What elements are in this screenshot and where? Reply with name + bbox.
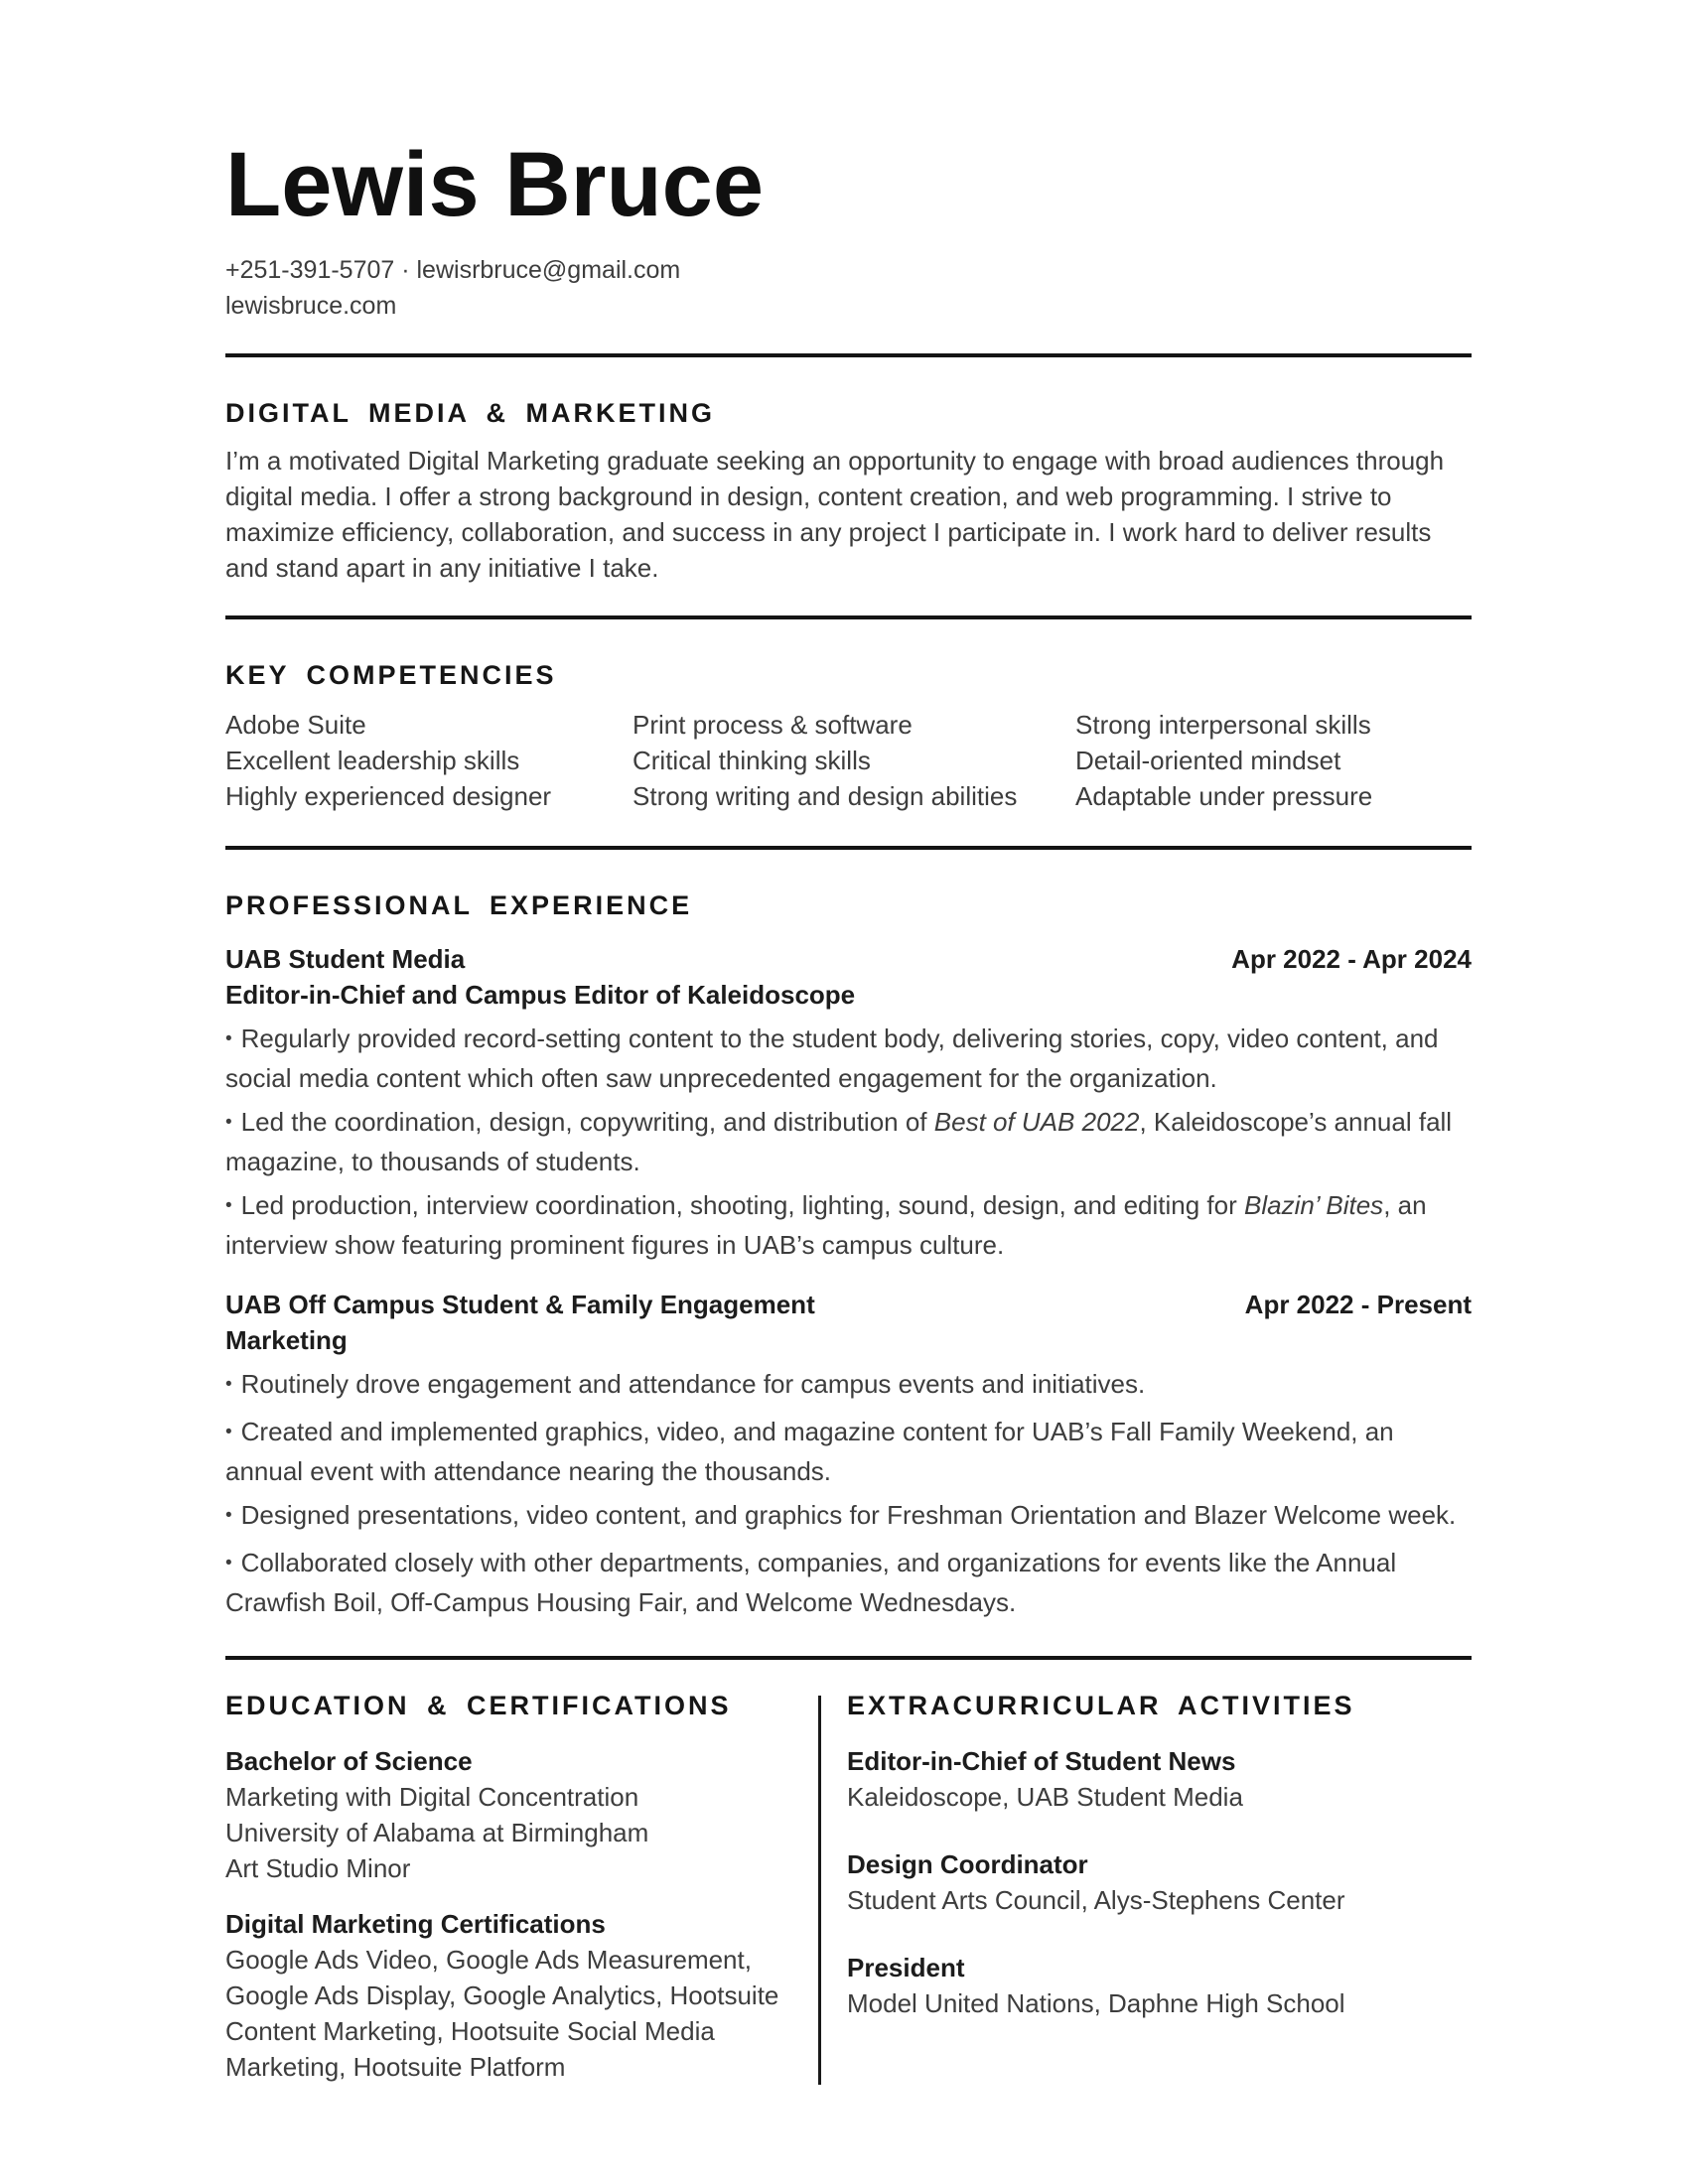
- competencies-column: [633, 707, 1075, 814]
- section-competencies: [225, 659, 1472, 814]
- job-header: [225, 1287, 1472, 1358]
- activity-line: Student Arts Council, Alys-Stephens Center: [847, 1885, 1345, 1915]
- activity-title: Editor-in-Chief of Student News: [847, 1746, 1236, 1776]
- section-divider: [225, 615, 1472, 619]
- job-entry: [225, 941, 1472, 1263]
- bullet-text: Collaborated closely with other departments, companies, and organizations for events like the Annual Crawfish Boil, Off-Campus Housing Fair, and Welcome Wednesdays.: [225, 1548, 1397, 1617]
- education-item-title: Bachelor of Science: [225, 1746, 473, 1776]
- bullet-icon: •: [225, 1374, 232, 1395]
- summary-text: I’m a motivated Digital Marketing graduate seeking an opportunity to engage with broad audiences through digital media. I offer a strong background in design, content creation, and web programming. I strive to maximize efficiency, collaboration, and success in any project I participate in. I work hard to deliver results and stand apart in any initiative I take.: [225, 446, 1445, 583]
- bullet-icon: •: [225, 1112, 232, 1133]
- section-experience: [225, 889, 1472, 1620]
- bullet-icon: •: [225, 1553, 232, 1573]
- job-bullet: [225, 1414, 1472, 1489]
- phone-and-email: +251-391-5707 · lewisrbruce@gmail.com: [225, 256, 681, 284]
- education-item-title: Digital Marketing Certifications: [225, 1909, 606, 1939]
- bullet-text: Led the coordination, design, copywriting, and distribution of Best of UAB 2022, Kaleidoscope’s annual fall magazine, to thousands of students.: [225, 1107, 1453, 1176]
- competencies-grid: [225, 707, 1472, 814]
- job-header: [225, 941, 1472, 977]
- person-name: Lewis Bruce: [225, 134, 764, 235]
- contact-block: [225, 252, 1472, 324]
- competencies-heading: KEY COMPETENCIES: [225, 660, 557, 690]
- bullet-icon: •: [225, 1505, 232, 1526]
- competency-item: Detail-oriented mindset: [1075, 746, 1341, 775]
- experience-heading: PROFESSIONAL EXPERIENCE: [225, 890, 693, 920]
- bullet-text: Created and implemented graphics, video, and magazine content for UAB’s Fall Family Weekend, an annual event with attendance nearing the thousands.: [225, 1417, 1394, 1486]
- job-role: Editor-in-Chief and Campus Editor of Kaleidoscope: [225, 980, 856, 1010]
- competency-item: Excellent leadership skills: [225, 746, 520, 775]
- bullet-icon: •: [225, 1422, 232, 1442]
- activity-item: [847, 1846, 1472, 1918]
- job-bullet: [225, 1104, 1472, 1179]
- summary-heading: DIGITAL MEDIA & MARKETING: [225, 398, 715, 428]
- bullet-text: Regularly provided record-setting content to the student body, delivering stories, copy, video content, and social media content which often saw unprecedented engagement for the organization.: [225, 1024, 1439, 1093]
- bullet-text: Routinely drove engagement and attendance for campus events and initiatives.: [240, 1369, 1146, 1399]
- job-bullet: [225, 1187, 1472, 1263]
- job-company: UAB Off Campus Student & Family Engagement Marketing: [225, 1290, 815, 1355]
- activity-line: Kaleidoscope, UAB Student Media: [847, 1782, 1243, 1812]
- bullet-text: Led production, interview coordination, shooting, lighting, sound, design, and editing for Blazin’ Bites, an interview show featuring prominent figures in UAB’s campus culture.: [225, 1190, 1427, 1260]
- education-item-line: Art Studio Minor: [225, 1853, 411, 1883]
- header: [225, 134, 1472, 324]
- certifications-list: Google Ads Video, Google Ads Measurement, Google Ads Display, Google Analytics, Hootsuite Content Marketing, Hootsuite Social Media Marketing, Hootsuite Platform: [225, 1945, 779, 2082]
- bullet-icon: •: [225, 1195, 232, 1216]
- activity-title: President: [847, 1953, 965, 1982]
- bullet-icon: •: [225, 1028, 232, 1049]
- job-bullet: [225, 1366, 1472, 1406]
- competencies-column: [225, 707, 633, 814]
- website: lewisbruce.com: [225, 292, 397, 320]
- education-item-line: Marketing with Digital Concentration: [225, 1782, 639, 1812]
- competency-item: Strong writing and design abilities: [633, 781, 1018, 811]
- job-dates: Apr 2022 - Apr 2024: [1231, 944, 1472, 974]
- activity-item: [847, 1743, 1472, 1815]
- competency-item: Adaptable under pressure: [1075, 781, 1373, 811]
- section-divider: [225, 846, 1472, 850]
- section-education: [225, 1660, 818, 2085]
- competency-item: Adobe Suite: [225, 710, 366, 740]
- job-bullet: [225, 1497, 1472, 1537]
- section-summary: [225, 397, 1472, 586]
- section-divider: [225, 353, 1472, 357]
- job-bullet: [225, 1545, 1472, 1620]
- job-entry: [225, 1287, 1472, 1620]
- activities-heading: EXTRACURRICULAR ACTIVITIES: [847, 1691, 1355, 1720]
- competencies-column: [1075, 707, 1472, 814]
- competency-item: Print process & software: [633, 710, 913, 740]
- activity-item: [847, 1950, 1472, 2021]
- competency-item: Critical thinking skills: [633, 746, 871, 775]
- job-dates: Apr 2022 - Present: [1244, 1290, 1472, 1319]
- activity-title: Design Coordinator: [847, 1849, 1088, 1879]
- competency-item: Strong interpersonal skills: [1075, 710, 1371, 740]
- bullet-text: Designed presentations, video content, and graphics for Freshman Orientation and Blazer Welcome week.: [240, 1500, 1457, 1530]
- education-item-line: University of Alabama at Birmingham: [225, 1818, 649, 1847]
- activity-line: Model United Nations, Daphne High School: [847, 1988, 1345, 2018]
- education-item: [225, 1743, 818, 1886]
- education-heading: EDUCATION & CERTIFICATIONS: [225, 1691, 732, 1720]
- bottom-columns: [225, 1660, 1472, 2085]
- competency-item: Highly experienced designer: [225, 781, 552, 811]
- education-item: [225, 1906, 818, 2085]
- job-bullet: [225, 1021, 1472, 1096]
- job-company: UAB Student Media: [225, 944, 466, 974]
- section-activities: [821, 1660, 1472, 2085]
